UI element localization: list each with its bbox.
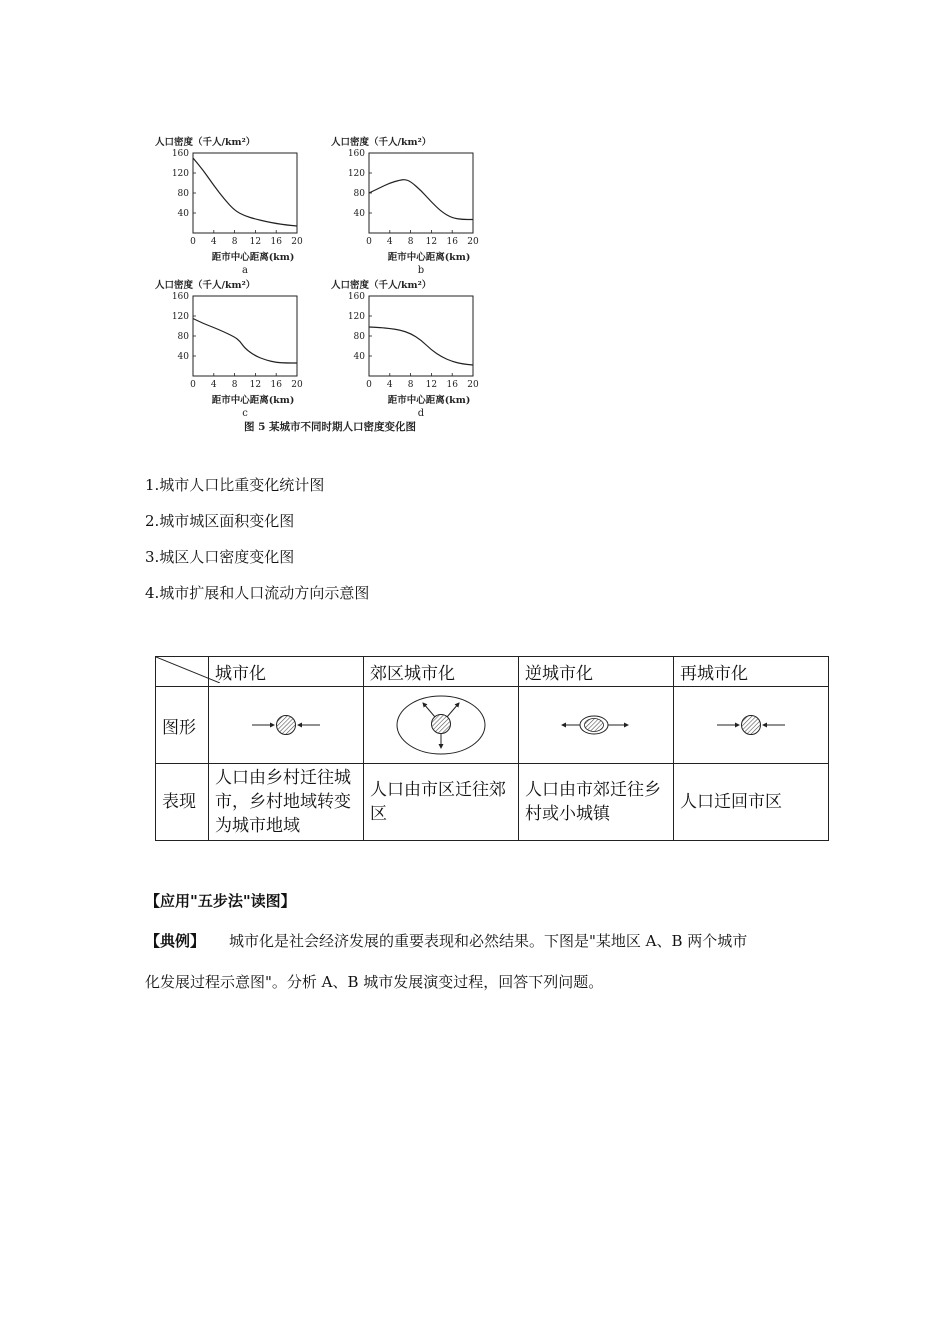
panel-ylabel: 人口密度（千人/km²） bbox=[331, 280, 432, 291]
y-tick-label: 40 bbox=[177, 209, 189, 219]
inward-arrows-circle-icon bbox=[246, 710, 326, 740]
y-tick-label: 120 bbox=[347, 169, 365, 179]
density-curve-b bbox=[369, 180, 473, 220]
table-corner-cell bbox=[156, 657, 209, 687]
x-tick-label: 4 bbox=[386, 380, 393, 390]
table-header-row bbox=[156, 657, 829, 687]
x-tick-label: 12 bbox=[249, 380, 262, 390]
list-item: 1.城市人口比重变化统计图 bbox=[145, 476, 325, 494]
x-tick-label: 0 bbox=[190, 237, 196, 247]
panel-xlabel: 距市中心距离(km) bbox=[387, 395, 471, 406]
inward-arrows-circle-icon bbox=[711, 710, 791, 740]
x-tick-label: 4 bbox=[386, 237, 393, 247]
y-tick-label: 120 bbox=[171, 169, 189, 179]
density-curve-c bbox=[193, 319, 297, 364]
example-text: 城市化是社会经济发展的重要表现和必然结果。下图是"某地区 A、B 两个城市 bbox=[229, 932, 748, 950]
y-tick-label: 160 bbox=[171, 149, 189, 159]
y-tick-label: 80 bbox=[353, 332, 365, 342]
plot-frame bbox=[193, 296, 297, 376]
urbanization-diagram bbox=[209, 687, 364, 764]
panel-ylabel: 人口密度（千人/km²） bbox=[155, 137, 256, 148]
x-tick-label: 4 bbox=[210, 237, 217, 247]
x-tick-label: 8 bbox=[231, 380, 238, 390]
row-label-description: 表现 bbox=[156, 764, 209, 841]
density-curve-d bbox=[369, 327, 473, 365]
header-suburbanization: 郊区城市化 bbox=[364, 657, 519, 687]
x-tick-label: 8 bbox=[407, 237, 414, 247]
x-tick-label: 8 bbox=[407, 380, 414, 390]
plot-frame bbox=[369, 153, 473, 233]
reurbanization-diagram bbox=[674, 687, 829, 764]
panel-xlabel: 距市中心距离(km) bbox=[387, 252, 471, 263]
list-item: 2.城市城区面积变化图 bbox=[145, 512, 295, 530]
x-tick-label: 20 bbox=[467, 237, 479, 247]
y-tick-label: 160 bbox=[347, 149, 365, 159]
header-reurbanization: 再城市化 bbox=[674, 657, 829, 687]
x-tick-label: 16 bbox=[446, 237, 458, 247]
figure-caption: 图 5 某城市不同时期人口密度变化图 bbox=[243, 421, 417, 433]
chart-type-list bbox=[145, 474, 369, 618]
plot-frame bbox=[193, 153, 297, 233]
y-tick-label: 120 bbox=[347, 312, 365, 322]
example-line-2: 化发展过程示意图"。分析 A、B 城市发展演变过程，回答下列问题。 bbox=[145, 973, 604, 991]
description-urbanization: 人口由乡村迁往城市，乡村地域转变为城市地域 bbox=[209, 764, 364, 841]
row-label-figure: 图形 bbox=[156, 687, 209, 764]
panel-ylabel: 人口密度（千人/km²） bbox=[331, 137, 432, 148]
outward-arrows-oval-icon bbox=[556, 710, 636, 740]
x-tick-label: 16 bbox=[270, 380, 282, 390]
diagonal-line-icon bbox=[156, 657, 220, 683]
example-line-1 bbox=[145, 930, 747, 951]
x-tick-label: 12 bbox=[425, 237, 438, 247]
y-tick-label: 120 bbox=[171, 312, 189, 322]
x-tick-label: 4 bbox=[210, 380, 217, 390]
panel-ylabel: 人口密度（千人/km²） bbox=[155, 280, 256, 291]
description-suburbanization: 人口由市区迁往郊区 bbox=[364, 764, 519, 841]
y-tick-label: 40 bbox=[353, 209, 365, 219]
suburbanization-diagram bbox=[364, 687, 519, 764]
header-counter-urbanization: 逆城市化 bbox=[519, 657, 674, 687]
urbanization-stage-table bbox=[155, 656, 829, 841]
list-item: 4.城市扩展和人口流动方向示意图 bbox=[145, 584, 370, 602]
panel-xlabel: 距市中心距离(km) bbox=[211, 395, 295, 406]
x-tick-label: 20 bbox=[291, 237, 303, 247]
x-tick-label: 16 bbox=[270, 237, 282, 247]
x-tick-label: 16 bbox=[446, 380, 458, 390]
x-tick-label: 0 bbox=[366, 380, 372, 390]
x-tick-label: 20 bbox=[467, 380, 479, 390]
table-row-description bbox=[156, 764, 829, 841]
panel-label: d bbox=[417, 408, 425, 419]
example-tag: 【典例】 bbox=[145, 932, 206, 950]
x-tick-label: 0 bbox=[366, 237, 372, 247]
table-row-figure bbox=[156, 687, 829, 764]
x-tick-label: 0 bbox=[190, 380, 196, 390]
density-curve-a bbox=[193, 158, 297, 226]
y-tick-label: 160 bbox=[171, 292, 189, 302]
y-tick-label: 40 bbox=[177, 352, 189, 362]
description-counter-urbanization: 人口由市郊迁往乡村或小城镇 bbox=[519, 764, 674, 841]
x-tick-label: 8 bbox=[231, 237, 238, 247]
y-tick-label: 80 bbox=[353, 189, 365, 199]
y-tick-label: 80 bbox=[177, 189, 189, 199]
y-tick-label: 40 bbox=[353, 352, 365, 362]
panel-label: a bbox=[242, 265, 248, 276]
population-density-charts bbox=[150, 128, 510, 440]
panel-label: b bbox=[417, 265, 425, 276]
population-density-figure bbox=[150, 128, 510, 440]
x-tick-label: 12 bbox=[249, 237, 262, 247]
header-urbanization: 城市化 bbox=[209, 657, 364, 687]
plot-frame bbox=[369, 296, 473, 376]
y-tick-label: 160 bbox=[347, 292, 365, 302]
counter-urbanization-diagram bbox=[519, 687, 674, 764]
y-tick-label: 80 bbox=[177, 332, 189, 342]
section-heading: 【应用"五步法"读图】 bbox=[145, 892, 296, 910]
list-item: 3.城区人口密度变化图 bbox=[145, 548, 295, 566]
x-tick-label: 12 bbox=[425, 380, 438, 390]
x-tick-label: 20 bbox=[291, 380, 303, 390]
outward-arrows-ring-icon bbox=[393, 693, 489, 757]
panel-label: c bbox=[242, 408, 248, 419]
description-reurbanization: 人口迁回市区 bbox=[674, 764, 829, 841]
panel-xlabel: 距市中心距离(km) bbox=[211, 252, 295, 263]
